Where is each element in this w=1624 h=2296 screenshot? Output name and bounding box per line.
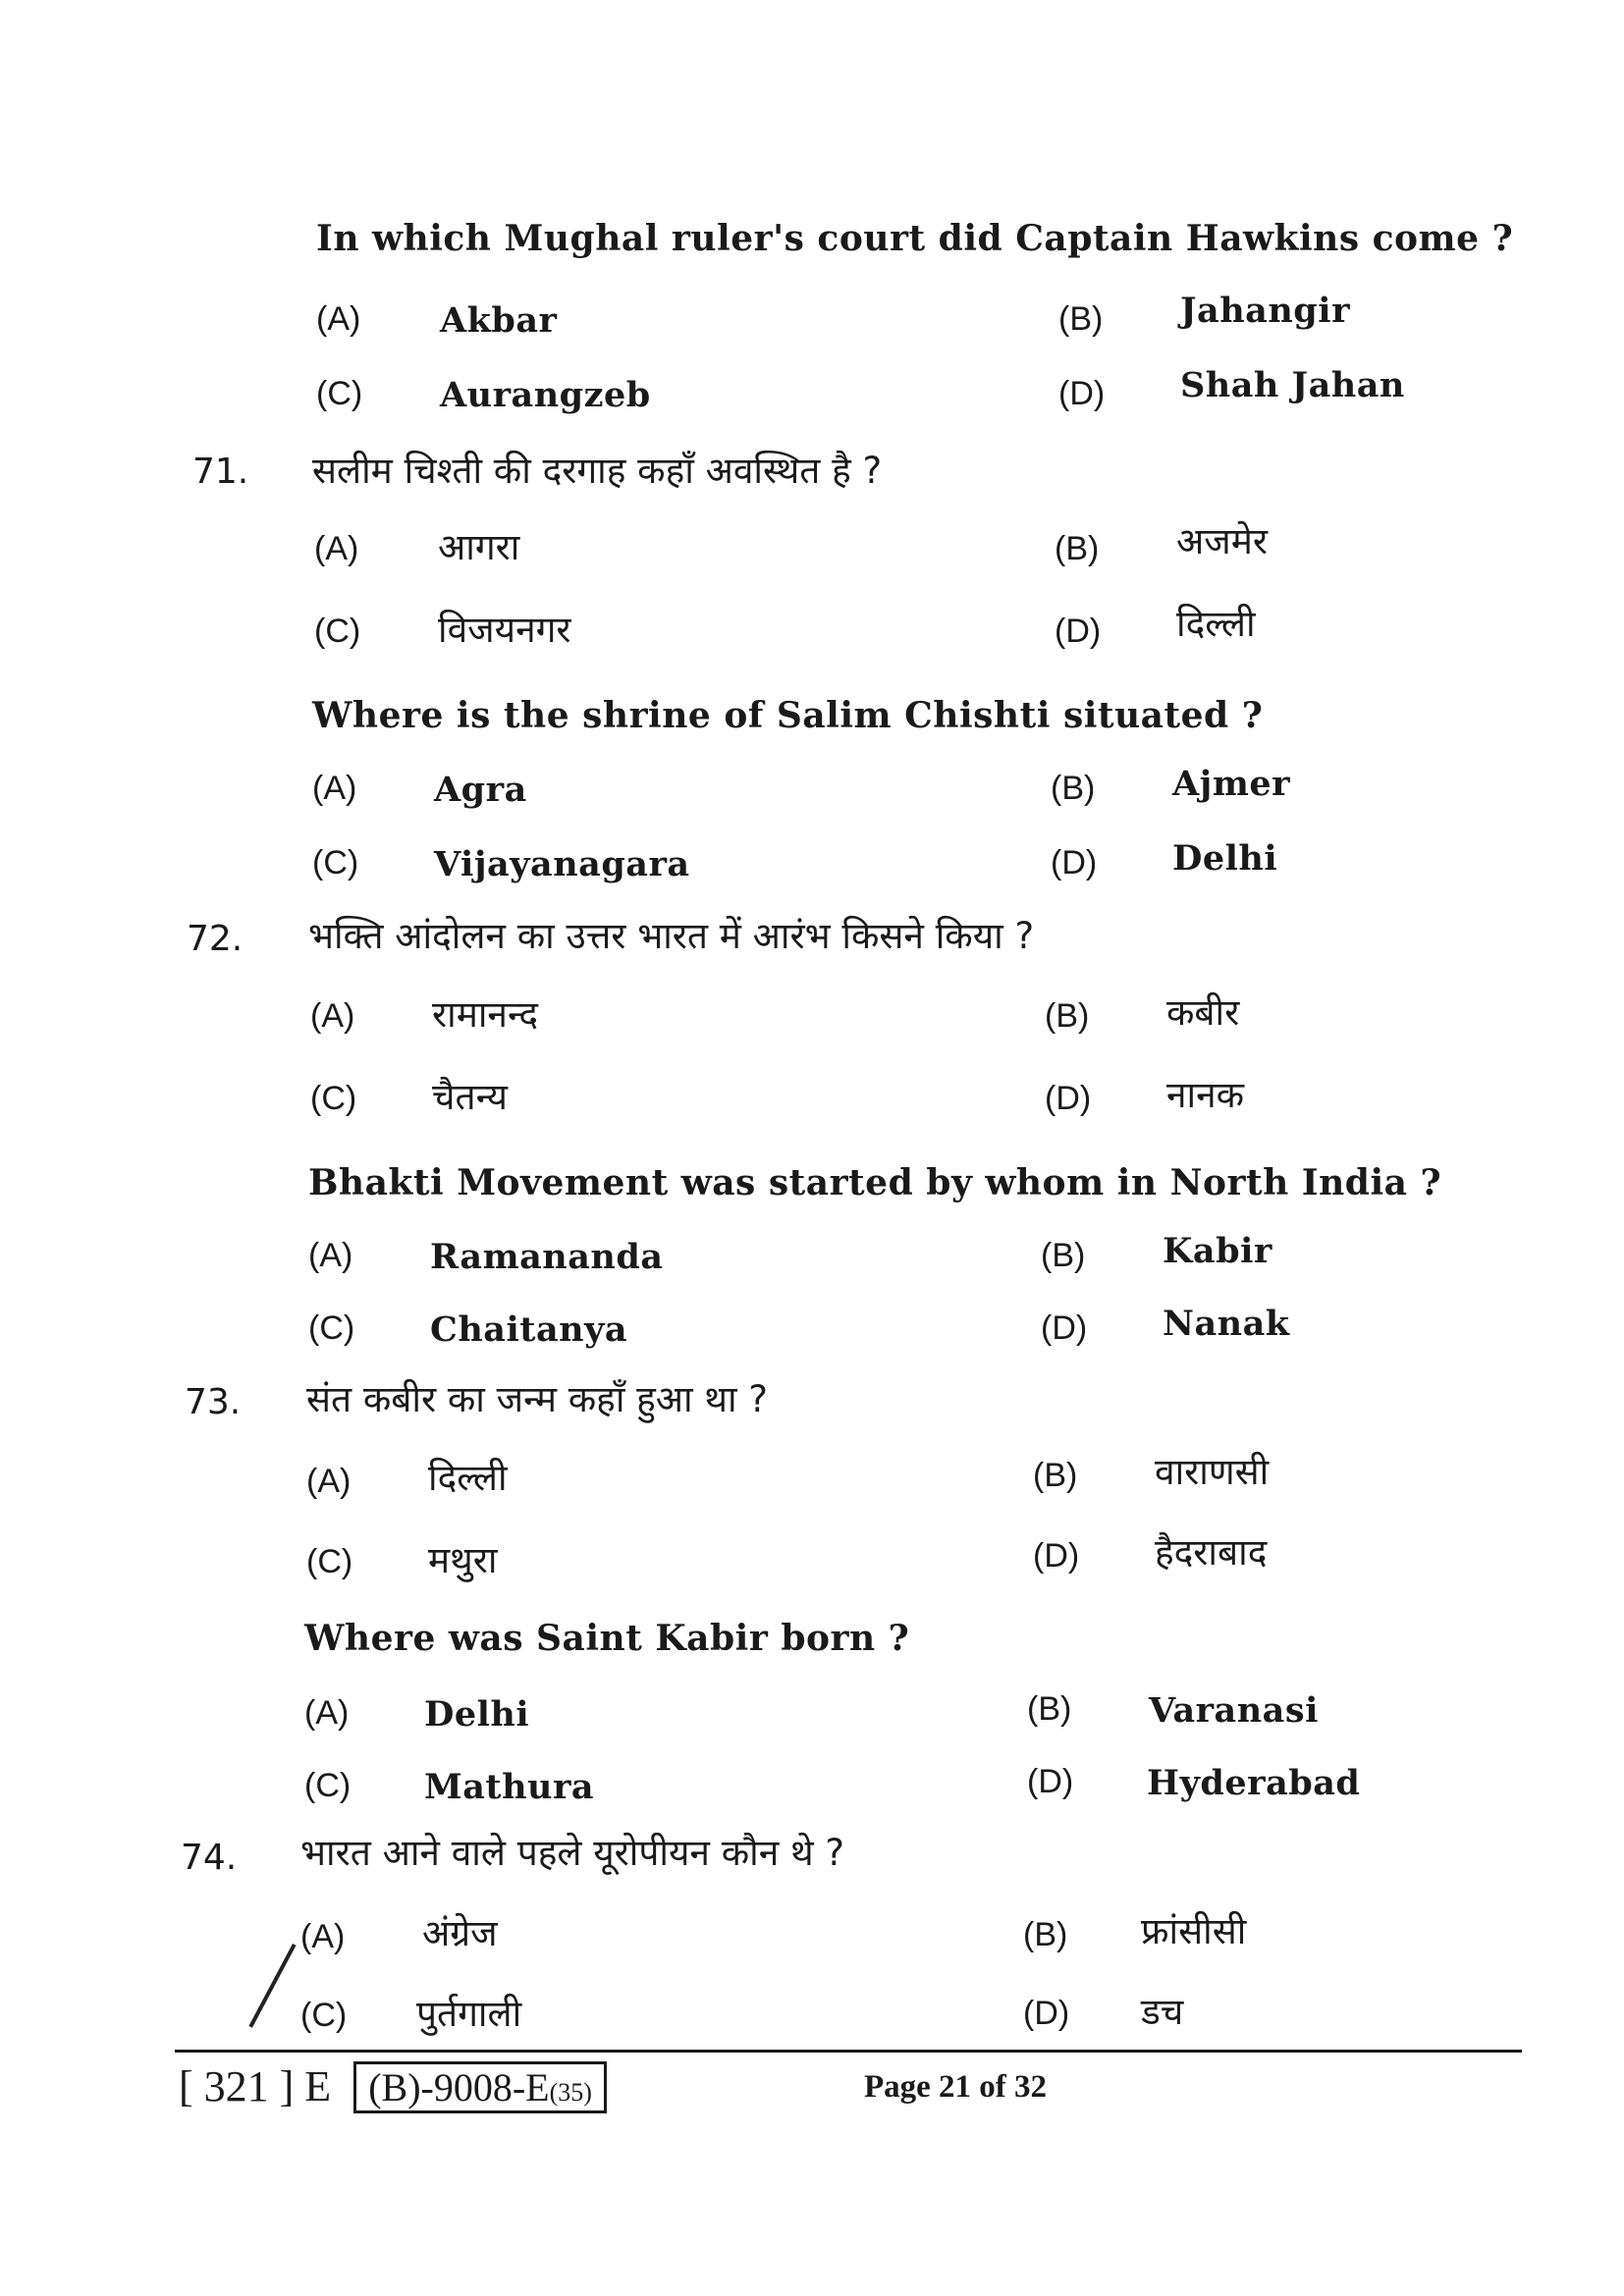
option-text-b: अजमेर <box>1176 520 1268 562</box>
option-label-a: (A) <box>306 1463 352 1500</box>
option-label-b: (B) <box>1033 1457 1078 1494</box>
option-label-c: (C) <box>314 613 361 650</box>
option-text-a: Delhi <box>424 1694 530 1735</box>
option-label-d: (D) <box>1045 1080 1092 1117</box>
page-number: Page 21 of 32 <box>864 2069 1048 2105</box>
option-text-c: Mathura <box>424 1767 595 1807</box>
footer-rule <box>175 2050 1522 2053</box>
option-label-d: (D) <box>1051 844 1098 881</box>
option-text-c: पुर्तगाली <box>416 1993 522 2035</box>
option-text-b: वाराणसी <box>1155 1451 1270 1493</box>
question-74-hindi-text: भारत आने वाले पहले यूरोपीयन कौन थे ? <box>300 1832 845 1874</box>
option-label-c: (C) <box>306 1543 353 1580</box>
option-label-a: (A) <box>310 997 355 1035</box>
option-text-d: नानक <box>1166 1074 1245 1116</box>
option-label-b: (B) <box>1041 1237 1086 1274</box>
option-text-d: हैदराबाद <box>1155 1531 1268 1574</box>
question-73-english-text: Where was Saint Kabir born ? <box>304 1618 910 1659</box>
question-72-english-text: Bhakti Movement was started by whom in North India ? <box>308 1162 1442 1203</box>
option-label-c: (C) <box>312 844 359 881</box>
footer-code <box>179 2061 607 2113</box>
option-text-a: अंग्रेज <box>422 1912 498 1954</box>
option-text-b: Jahangir <box>1180 291 1351 331</box>
option-text-c: Vijayanagara <box>434 844 690 884</box>
handwritten-tick-mark <box>248 1944 296 2028</box>
option-label-b: (B) <box>1023 1916 1068 1953</box>
option-text-b: कबीर <box>1166 991 1240 1034</box>
question-72-hindi-text: भक्ति आंदोलन का उत्तर भारत में आरंभ किसने किया ? <box>308 915 1035 957</box>
paper-code-sub: (35) <box>549 2078 592 2107</box>
option-label-a: (A) <box>300 1918 346 1955</box>
option-label-d: (D) <box>1058 375 1106 412</box>
option-label-c: (C) <box>316 375 363 412</box>
option-label-c: (C) <box>304 1767 352 1804</box>
option-label-a: (A) <box>308 1237 353 1274</box>
option-label-d: (D) <box>1033 1537 1080 1575</box>
question-71-english-text: Where is the shrine of Salim Chishti situated ? <box>312 695 1264 736</box>
option-text-a: आगरा <box>438 526 520 568</box>
option-label-d: (D) <box>1023 1995 1070 2032</box>
option-text-a: Akbar <box>440 300 558 341</box>
option-label-c: (C) <box>310 1080 357 1117</box>
option-text-d: दिल्ली <box>1176 603 1256 645</box>
option-label-b: (B) <box>1051 770 1096 807</box>
option-text-c: विजयनगर <box>438 609 571 651</box>
question-73-hindi-text: संत कबीर का जन्म कहाँ हुआ था ? <box>306 1378 769 1420</box>
option-text-d: Nanak <box>1163 1304 1290 1344</box>
option-label-a: (A) <box>314 530 359 567</box>
option-text-d: डच <box>1141 1991 1184 2033</box>
option-text-c: चैतन्य <box>432 1076 508 1118</box>
option-text-a: रामानन्द <box>432 993 539 1036</box>
option-text-a: दिल्ली <box>428 1457 508 1499</box>
question-72-number: 72. <box>187 919 244 959</box>
option-label-a: (A) <box>304 1694 350 1732</box>
paper-code: (B)-9008-E <box>368 2065 550 2109</box>
paper-code-box <box>353 2061 607 2113</box>
option-text-b: Ajmer <box>1172 764 1291 804</box>
option-text-a: Agra <box>434 770 527 810</box>
option-text-d: Shah Jahan <box>1180 365 1405 405</box>
option-label-a: (A) <box>312 770 357 807</box>
option-text-c: Chaitanya <box>430 1309 628 1350</box>
option-text-d: Hyderabad <box>1147 1763 1361 1803</box>
option-text-b: Kabir <box>1163 1231 1272 1271</box>
option-label-d: (D) <box>1027 1763 1074 1800</box>
question-74-number: 74. <box>181 1838 238 1878</box>
option-label-b: (B) <box>1055 530 1100 567</box>
question-73-number: 73. <box>185 1382 242 1422</box>
option-text-a: Ramananda <box>430 1237 664 1277</box>
option-label-b: (B) <box>1058 300 1104 338</box>
question-71-hindi-text: सलीम चिश्ती की दरगाह कहाँ अवस्थित है ? <box>312 450 883 492</box>
paper-code-prefix: [ 321 ] E <box>179 2062 332 2110</box>
option-label-d: (D) <box>1055 613 1102 650</box>
option-text-d: Delhi <box>1172 838 1278 879</box>
option-label-c: (C) <box>308 1309 355 1347</box>
question-71-number: 71. <box>192 452 249 492</box>
option-label-c: (C) <box>300 1997 348 2034</box>
option-label-b: (B) <box>1027 1690 1072 1728</box>
option-label-d: (D) <box>1041 1309 1088 1347</box>
option-label-a: (A) <box>316 300 361 338</box>
question-70-english-text: In which Mughal ruler's court did Captain Hawkins come ? <box>316 218 1514 259</box>
option-text-b: फ्रांसीसी <box>1141 1910 1247 1952</box>
option-text-c: मथुरा <box>428 1539 498 1581</box>
option-text-b: Varanasi <box>1149 1690 1319 1731</box>
option-text-c: Aurangzeb <box>440 375 651 415</box>
option-label-b: (B) <box>1045 997 1090 1035</box>
